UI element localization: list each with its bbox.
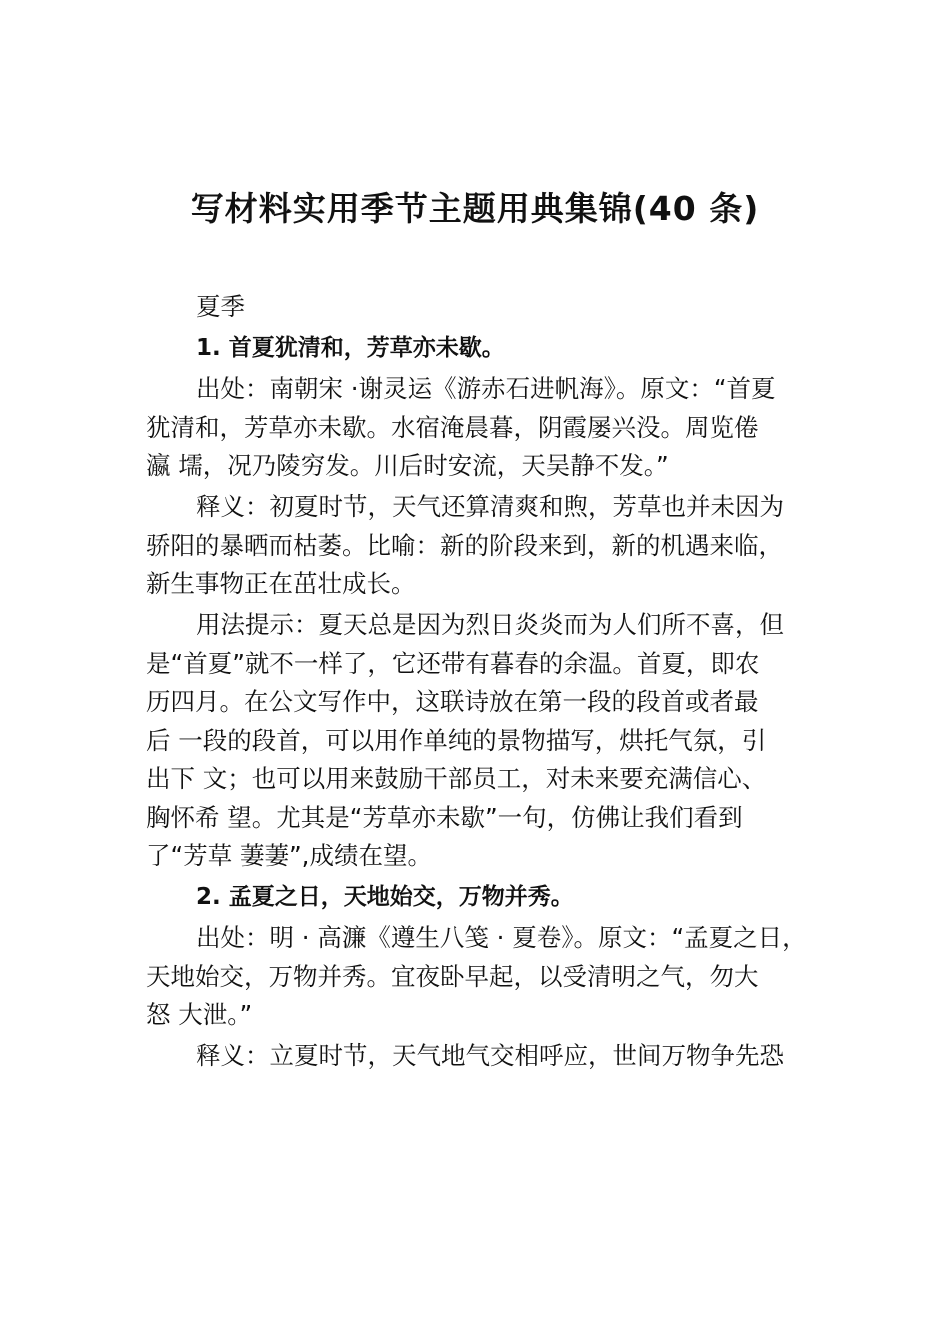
source-line: 出处：南朝宋 ·谢灵运《游赤石进帆海》。原文：“首夏 (196, 374, 776, 403)
usage-line: 了“芳草 萋萋”,成绩在望。 (146, 841, 432, 870)
item-heading: 2. 孟夏之日，天地始交，万物并秀。 (196, 884, 574, 910)
meaning-line: 释义：初夏时节，天气还算清爽和煦，芳草也并未因为 (196, 492, 784, 521)
usage-line: 是“首夏”就不一样了，它还带有暮春的余温。首夏，即农 (146, 648, 760, 678)
usage-line: 胸怀希 望。尤其是“芳草亦未歇”一句，仿佛让我们看到 (146, 802, 743, 832)
source-line: 天地始交，万物并秀。宜夜卧早起，以受清明之气，勿大 (146, 961, 759, 991)
source-line: 出处：明 · 高濂《遵生八笺 · 夏卷》。原文：“孟夏之日， (196, 923, 807, 952)
meaning-line: 骄阳的暴晒而枯萎。比喻：新的阶段来到，新的机遇来临， (146, 530, 783, 560)
usage-line: 后 一段的段首，可以用作单纯的景物描写，烘托气氛，引 (146, 725, 767, 755)
section-heading: 夏季 (196, 292, 245, 321)
usage-line: 历四月。在公文写作中，这联诗放在第一段的段首或者最 (146, 687, 759, 716)
meaning-line: 释义：立夏时节，天气地气交相呼应，世间万物争先恐 (196, 1041, 784, 1070)
usage-line: 用法提示：夏天总是因为烈日炎炎而为人们所不喜，但 (196, 610, 784, 639)
source-line: 犹清和，芳草亦未歇。水宿淹晨暮，阴霞屡兴没。周览倦 (146, 412, 759, 442)
meaning-line: 新生事物正在茁壮成长。 (146, 569, 416, 598)
source-line: 瀛 壖，况乃陵穷发。川后时安流，天吴静不发。” (146, 451, 669, 480)
document-title: 写材料实用季节主题用典集锦(40 条) (190, 189, 760, 228)
usage-line: 出下 文；也可以用来鼓励干部员工，对未来要充满信心、 (146, 764, 767, 793)
source-line: 怒 大泄。” (146, 1000, 253, 1029)
document-body (146, 288, 808, 1076)
item-heading: 1. 首夏犹清和，芳草亦未歇。 (196, 335, 505, 361)
